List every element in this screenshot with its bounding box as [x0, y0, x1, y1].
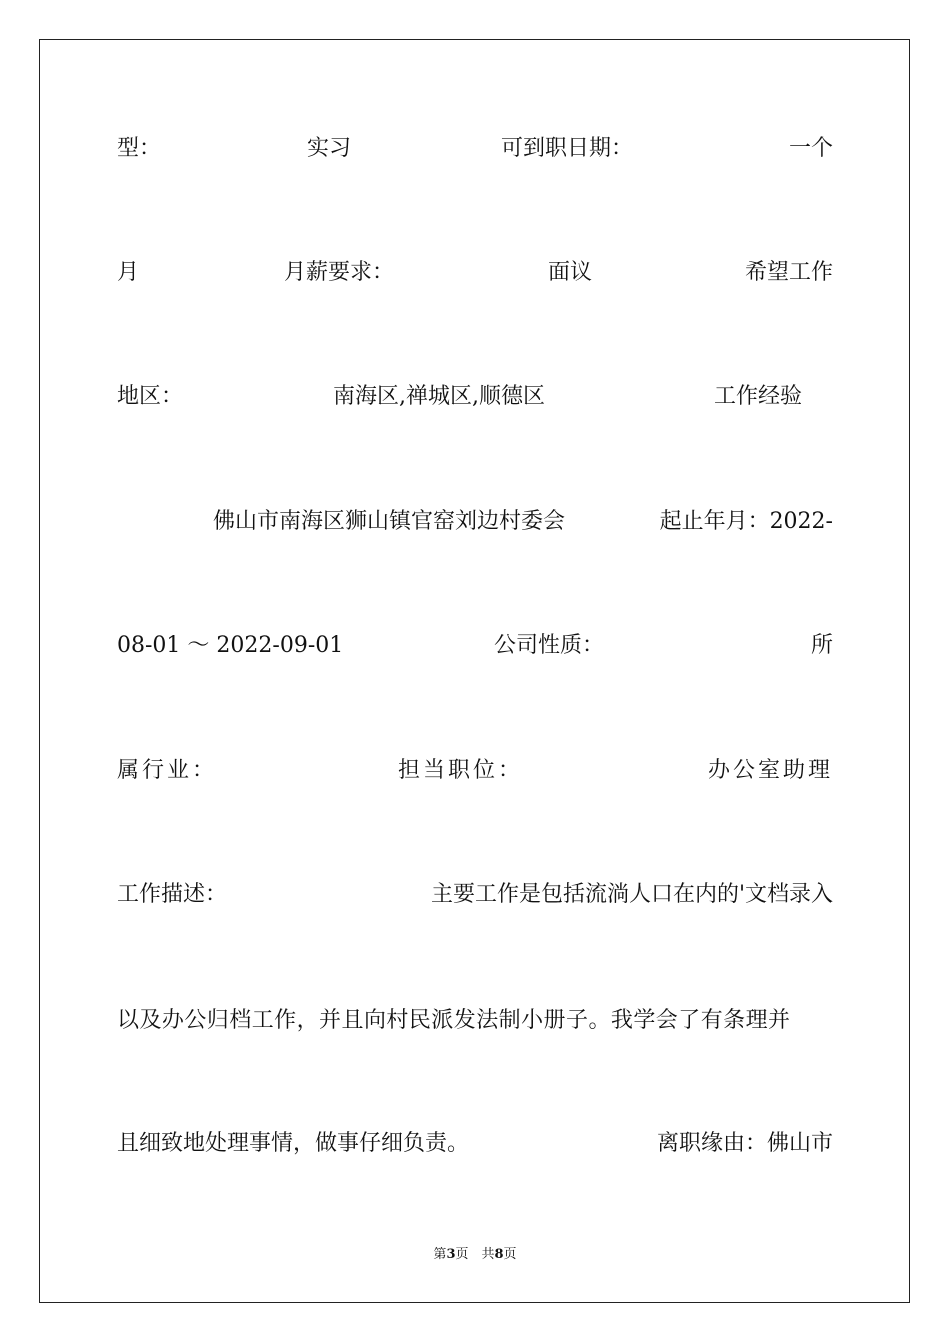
footer-suffix: 页: [503, 1247, 517, 1262]
label-industry-cont: 属行业：: [117, 758, 218, 783]
label-job-description: 工作描述：: [117, 882, 228, 907]
page-footer: [0, 1245, 950, 1265]
label-salary: 月薪要求：: [284, 260, 395, 285]
label-position: 担当职位：: [398, 758, 524, 783]
value-job-description-cont: 以及办公归档工作，并且向村民派发法制小册子。我学会了有条理并: [117, 1008, 791, 1033]
value-salary: 面议: [548, 260, 593, 285]
footer-page-number: 3: [446, 1247, 456, 1262]
label-industry: 所: [810, 633, 833, 658]
footer-prefix: 第: [433, 1247, 447, 1262]
label-company-type: 公司性质：: [494, 633, 605, 658]
text-line-2: [117, 256, 833, 290]
text-line-4: [117, 505, 833, 539]
text-line-9: [117, 1127, 833, 1161]
value-period: 08-01 ～ 2022-09-01: [117, 633, 344, 658]
value-start-date: 一个: [788, 136, 833, 161]
value-job-description-end: 且细致地处理事情，做事仔细负责。: [117, 1131, 470, 1156]
label-work-location: 希望工作: [744, 260, 833, 285]
value-type: 实习: [307, 136, 352, 161]
label-period: 起止年月：2022-: [659, 509, 833, 534]
label-work-location-cont: 地区：: [117, 384, 184, 409]
label-reason-for-leaving: 离职缘由：佛山市: [656, 1131, 833, 1156]
text-line-6: [117, 754, 833, 788]
value-company: 佛山市南海区狮山镇官窑刘边村委会: [213, 509, 566, 534]
text-line-5: [117, 629, 833, 663]
text-line-7: [117, 878, 833, 912]
label-start-date: 可到职日期：: [501, 136, 634, 161]
value-start-date-cont: 月: [117, 260, 140, 285]
text-line-1: [117, 132, 833, 166]
value-work-location: 南海区,禅城区,顺德区: [333, 384, 545, 409]
footer-total-pages: 8: [494, 1247, 504, 1262]
footer-mid: 页 共: [455, 1247, 495, 1262]
section-work-experience: 工作经验: [714, 384, 803, 409]
text-line-8: [117, 1004, 833, 1038]
value-position: 办公室助理: [707, 758, 833, 783]
value-job-description: 主要工作是包括流淌人口在内的'文档录入: [430, 882, 833, 907]
text-line-3: [117, 380, 833, 414]
label-type: 型：: [117, 136, 162, 161]
page-border: [39, 39, 910, 1303]
